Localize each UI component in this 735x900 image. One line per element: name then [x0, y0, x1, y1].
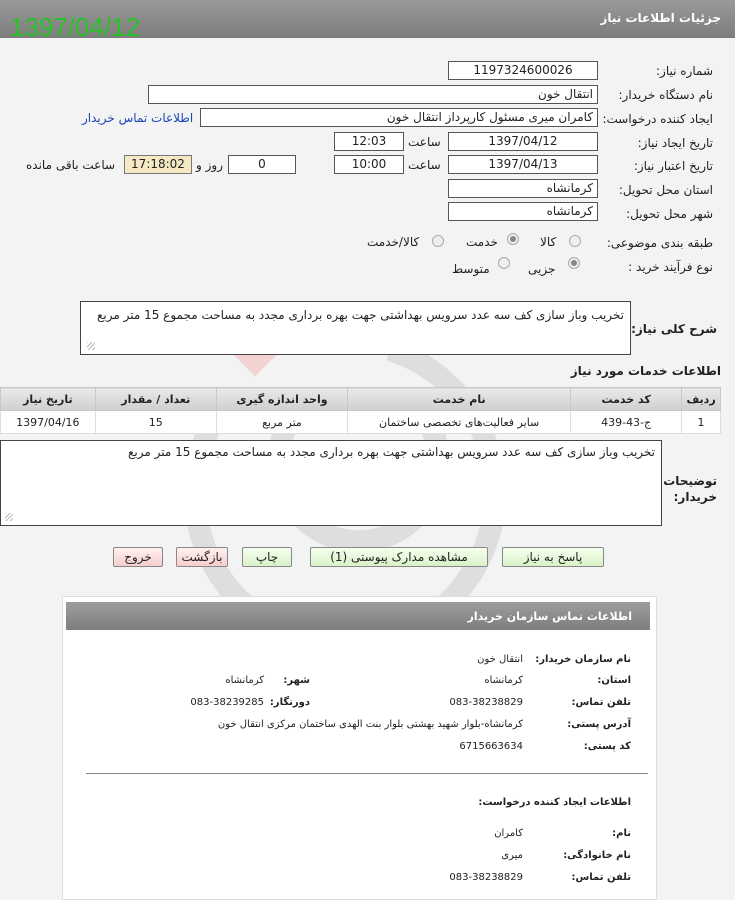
org-label: نام سازمان خریدار:	[535, 654, 631, 665]
cell-qty: 15	[95, 411, 216, 434]
create-time-label: ساعت	[408, 135, 441, 149]
org-value: انتقال خون	[477, 654, 523, 665]
postal-value: 6715663634	[459, 741, 523, 752]
need-number-label: شماره نیاز:	[656, 64, 713, 78]
buyer-org-label: نام دستگاه خریدار:	[618, 88, 713, 102]
city-card-label: شهر:	[283, 675, 310, 686]
services-title: اطلاعات خدمات مورد نیاز	[570, 364, 721, 378]
buyer-notes-box	[0, 440, 662, 526]
col-date: تاریخ نیاز	[1, 388, 96, 411]
cell-row: 1	[682, 411, 721, 434]
contact-card-title: اطلاعات تماس سازمان خریدار	[467, 610, 632, 623]
postal-label: کد پستی:	[583, 741, 631, 752]
validity-date-field: 1397/04/13	[448, 155, 598, 174]
description-text: تخریب وباز سازی کف سه عدد سرویس بهداشتی جهت بهره برداری مجدد به مساحت مجموع 15 متر مربع	[97, 308, 624, 322]
col-row: ردیف	[682, 388, 721, 411]
process-label: نوع فرآیند خرید :	[628, 260, 713, 274]
creator-phone-value: 083-38238829	[449, 872, 523, 883]
process-minor-radio[interactable]	[568, 257, 580, 269]
cell-date: 1397/04/16	[1, 411, 96, 434]
validity-label: تاریخ اعتبار نیاز:	[633, 159, 713, 173]
days-field: 0	[228, 155, 296, 174]
description-label: شرح کلی نیاز:	[631, 322, 717, 336]
table-row	[1, 411, 721, 434]
process-medium-label: متوسط	[452, 262, 490, 276]
city-card-value: کرمانشاه	[225, 675, 264, 686]
remaining-time: 17:18:02	[124, 155, 192, 174]
days-label: روز و	[196, 158, 223, 172]
phone-value: 083-38238829	[449, 697, 523, 708]
card-divider	[86, 773, 648, 774]
phone-label: تلفن تماس:	[571, 697, 631, 708]
category-both-radio[interactable]	[432, 235, 444, 247]
buyer-notes-text: تخریب وباز سازی کف سه عدد سرویس بهداشتی جهت بهره برداری مجدد به مساحت مجموع 15 متر مربع	[128, 445, 655, 459]
attachments-button[interactable]: مشاهده مدارک پیوستی (1)	[310, 547, 488, 567]
create-time-field: 12:03	[334, 132, 404, 151]
col-name: نام خدمت	[348, 388, 571, 411]
creator-title: اطلاعات ایجاد کننده درخواست:	[478, 797, 631, 808]
buyer-notes-label: توضیحات خریدار:	[663, 474, 717, 504]
remaining-label: ساعت باقی مانده	[26, 158, 116, 172]
resize-grip-icon[interactable]	[87, 342, 95, 350]
city-field: کرمانشاه	[448, 202, 598, 221]
creator-family-label: نام خانوادگی:	[563, 850, 631, 861]
province-label: استان محل تحویل:	[618, 183, 713, 197]
create-date-label: تاریخ ایجاد نیاز:	[637, 136, 713, 150]
province-card-label: استان:	[597, 675, 631, 686]
city-label: شهر محل تحویل:	[626, 207, 713, 221]
address-value: کرمانشاه-بلوار شهید بهشتی بلوار بنت الهدی ساختمان مرکزی انتقال خون	[217, 719, 523, 730]
category-label: طبقه بندی موضوعی:	[606, 236, 713, 250]
cell-unit: متر مربع	[216, 411, 347, 434]
province-card-value: کرمانشاه	[484, 675, 523, 686]
requester-label: ایجاد کننده درخواست:	[602, 112, 713, 126]
creator-phone-label: تلفن تماس:	[571, 872, 631, 883]
col-code: کد خدمت	[571, 388, 682, 411]
description-box	[80, 301, 631, 355]
fax-label: دورنگار:	[269, 697, 310, 708]
fax-value: 083-38239285	[190, 697, 264, 708]
buyer-org-field: انتقال خون	[148, 85, 598, 104]
category-service-label: خدمت	[466, 235, 498, 249]
page-title: جزئیات اطلاعات نیاز	[600, 11, 721, 25]
exit-button[interactable]: خروج	[113, 547, 163, 567]
province-field: کرمانشاه	[448, 179, 598, 198]
resize-grip-icon[interactable]	[5, 513, 13, 521]
category-service-radio[interactable]	[507, 233, 519, 245]
process-medium-radio[interactable]	[498, 257, 510, 269]
back-button[interactable]: بازگشت	[176, 547, 228, 567]
validity-time-field: 10:00	[334, 155, 404, 174]
print-button[interactable]: چاپ	[242, 547, 292, 567]
services-table	[0, 387, 721, 434]
col-unit: واحد اندازه گیری	[216, 388, 347, 411]
cell-name: سایر فعالیت‌های تخصصی ساختمان	[348, 411, 571, 434]
category-goods-radio[interactable]	[569, 235, 581, 247]
buyer-contact-link[interactable]: اطلاعات تماس خریدار	[82, 111, 194, 125]
creator-name-label: نام:	[612, 828, 631, 839]
create-date-field: 1397/04/12	[448, 132, 598, 151]
validity-time-label: ساعت	[408, 158, 441, 172]
requester-field: کامران میری مسئول کارپرداز انتقال خون	[200, 108, 598, 127]
need-number-field: 1197324600026	[448, 61, 598, 80]
creator-name-value: کامران	[494, 828, 523, 839]
creator-family-value: میری	[501, 850, 523, 861]
category-both-label: کالا/خدمت	[367, 235, 420, 249]
cell-code: ج-43-439	[571, 411, 682, 434]
process-minor-label: جزیی	[528, 262, 556, 276]
col-qty: تعداد / مقدار	[95, 388, 216, 411]
reply-button[interactable]: پاسخ به نیاز	[502, 547, 604, 567]
category-goods-label: کالا	[540, 235, 557, 249]
address-label: آدرس پستی:	[567, 719, 631, 730]
date-stamp: 1397/04/12	[10, 12, 141, 42]
